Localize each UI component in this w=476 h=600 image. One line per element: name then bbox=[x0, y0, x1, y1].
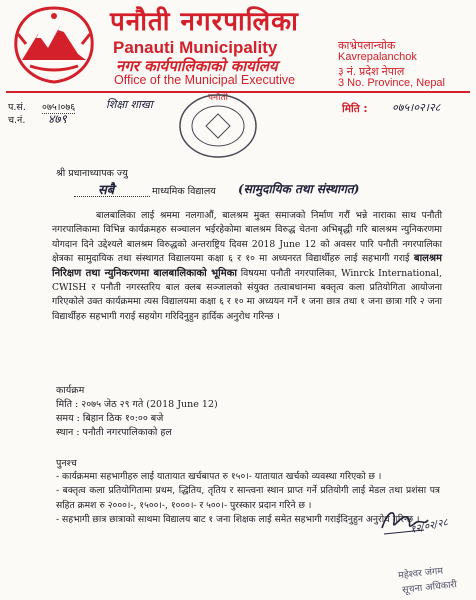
dispatch-no-value: ४७९ bbox=[48, 112, 67, 126]
program-date: मिति : २०७५ जेठ २९ गते (2018 June 12) bbox=[56, 399, 218, 410]
municipality-name-en: Panauti Municipality bbox=[113, 38, 278, 57]
signatory-name: महेश्वर जंगम bbox=[397, 565, 444, 582]
school-name-line bbox=[74, 196, 150, 197]
body-paragraph bbox=[52, 209, 442, 324]
header-seal-label: पनौती bbox=[208, 93, 228, 103]
letter-no-value: ०७५।०७६ bbox=[42, 102, 76, 113]
date-label: मिति : bbox=[342, 103, 368, 115]
program-time: समय : बिहान ठिक १०:०० बजे bbox=[56, 413, 164, 424]
recipient-school-type: माध्यमिक विद्यालय bbox=[152, 186, 216, 197]
office-name-en: Office of the Municipal Executive bbox=[114, 73, 296, 87]
province-np: ३ नं. प्रदेश नेपाल bbox=[338, 66, 405, 78]
province-en: 3 No. Province, Nepal bbox=[338, 77, 445, 89]
date-value: ०७५।०२।२८ bbox=[392, 101, 441, 114]
section-name: शिक्षा शाखा bbox=[106, 98, 153, 111]
address-np: काभ्रेपलान्चोक bbox=[338, 40, 396, 52]
signatory-title: सूचना अधिकारी bbox=[401, 579, 458, 596]
body-text-bold: बालश्रम निरिक्षण तथा न्युनिकरणमा बालबालिकाको भूमिका bbox=[52, 253, 442, 279]
postscript-item: - कार्यक्रममा सहभागीहरु लाई यातायात खर्चबापत रु १५०।- यातायात खर्चको व्यवस्था गरिएको छ । bbox=[56, 471, 382, 482]
recipient-school-note: (सामुदायिक तथा संस्थागत) bbox=[238, 182, 360, 196]
dispatch-no-label: च.नं. bbox=[8, 115, 26, 126]
recipient-school-name: सबै bbox=[98, 183, 115, 198]
body-text-a: बालबालिका लाई श्रममा नलगाऔं, बालश्रम मुक्त समाजको निर्माण गरौं भन्ने नाराका साथ पनौती नगरपालिकामा विभिन्न कार्यक्रमहरु सञ्चालन भईरहेकोमा बालश्रम विरुद्ध चेतना अभिबृद्धी गरि बालश्रम न्युनिकरणमा योगदान दिने उद्देश्यले बालश्रम विरुद्धको अन्तराष्ट्रिय दिवस 2018 June 12 को अवसर पारि पनौती नगरपालिका क्षेत्रका सामुदायिक तथा संस्थागत विद्यालयमा कक्षा ६ र १० मा अध्यनरत विद्यार्थीहरु लाई सहभागी गराई bbox=[52, 210, 442, 265]
program-venue: स्थान : पनौती नगरपालिकाको हल bbox=[56, 427, 172, 438]
letter-no-label: प.सं. bbox=[8, 102, 26, 113]
nepal-emblem-icon bbox=[8, 4, 100, 86]
body-text-b: विषयमा पनौती नगरपालिका, Winrck International, CWISH र पनौती नगरस्तरिय बाल क्लब सञ्जालको संयुक्त तत्वाबधानमा बक्तृत्व कला प्रतियोगिता आयोजना गरिएकोले उक्त कार्यक्रममा त्यस विद्यालयमा कक्षा ६ र १० मा अध्ययन गर्ने १ जना छात्र तथा १ जना छात्रा गरि २ जना विद्यार्थीहरु सहभागी गराई सहयोग गरिदिनुहुन हार्दिक अनुरोध गरिन्छ । bbox=[52, 267, 443, 322]
postscript-item: - सहभागी छात्र छात्राको साथमा विद्यालय बाट १ जना शिक्षक लाई समेत सहभागी गराईदिनुहुन अनुरोध गरिन्छ । bbox=[56, 514, 420, 526]
signature-date: १२/०२/२८ bbox=[409, 517, 449, 536]
postscript-item: - बक्तृत्व कला प्रतियोगितामा प्रथम, द्धितिय, तृतिय र सान्त्वना स्थान प्राप्त गर्ने प्रतियोगी लाई मेडल तथा प्रशंसा पत्र सहित क्रमश रु २०००।-, १५००।-, १०००।- र ५००।- पुरस्कार प्रदान गरिने छ । bbox=[56, 485, 440, 511]
round-office-seal-icon bbox=[176, 92, 260, 164]
municipality-name-np: पनौती नगरपालिका bbox=[110, 7, 299, 37]
recipient-title: श्री प्रधानाध्यापक ज्यु bbox=[56, 168, 128, 179]
address-en: Kavrepalanchok bbox=[338, 51, 417, 63]
office-name-np: नगर कार्यपालिकाको कार्यालय bbox=[116, 57, 278, 75]
program-heading: कार्यक्रम bbox=[56, 385, 85, 396]
postscript-heading: पुनश्च bbox=[56, 458, 77, 469]
